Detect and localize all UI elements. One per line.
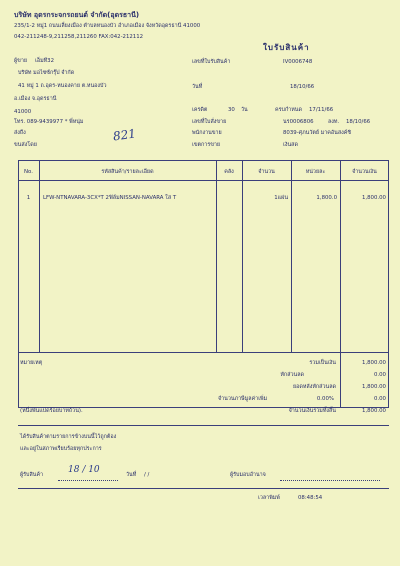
vendor-doc-date-label: ลงท. bbox=[328, 119, 340, 125]
row-unit-price: 1,800.0 bbox=[316, 195, 337, 201]
vendor-code-label: ผู้ขาย bbox=[14, 58, 28, 64]
ship-by-label: ขนส่งโดย bbox=[14, 142, 37, 148]
date-label: วันที่ bbox=[192, 84, 203, 90]
sales-area-label: เขตการขาย bbox=[192, 142, 221, 148]
col-header-unit-price: หน่วยละ bbox=[305, 169, 326, 175]
vendor-address-line2: อ.เมือง จ.อุดรธานี bbox=[14, 96, 57, 102]
row-no: 1 bbox=[26, 195, 31, 201]
print-time: 08:48:54 bbox=[298, 495, 323, 501]
col-header-no: No. bbox=[24, 169, 33, 175]
receiver-date-blank: / / bbox=[144, 472, 150, 478]
vat-label: จำนวนภาษีมูลค่าเพิ่ม bbox=[218, 396, 268, 402]
vendor-doc-date: 18/10/66 bbox=[346, 119, 371, 125]
remark-label: หมายเหตุ bbox=[20, 360, 43, 366]
col-header-amount: จำนวนเงิน bbox=[352, 169, 377, 175]
discount-label: หักส่วนลด bbox=[280, 372, 304, 378]
handwritten-date: 18 / 10 bbox=[68, 465, 100, 475]
table-body-bottom bbox=[18, 352, 389, 353]
company-address: 235/1-2 หมู่1 ถนนเลี่ยงเมือง ตำบลหนองบัว อำเภอเมือง จังหวัดอุดรธานี 41000 bbox=[14, 23, 201, 29]
date-value: 18/10/66 bbox=[290, 84, 315, 90]
row-quantity: 1แผ่น bbox=[274, 195, 288, 201]
col-header-warehouse: คลัง bbox=[224, 169, 234, 175]
footer-note-line1: ได้รับสินค้าตามรายการข้างบนนี้ไว้ถูกต้อง bbox=[20, 434, 117, 440]
handwritten-number: 821 bbox=[112, 126, 137, 144]
after-discount-label: ยอดหลังหักส่วนลด bbox=[292, 384, 336, 390]
after-discount-value: 1,800.00 bbox=[361, 384, 386, 390]
subtotal-label: รวมเป็นเงิน bbox=[309, 360, 336, 366]
vendor-code: เอ็มที32 bbox=[35, 58, 55, 64]
staff-value: 8039-ศุภนวัตย์ มาคอันสงค์ชิ bbox=[283, 130, 352, 136]
amount-in-words: (หนึ่งพันแปดร้อยบาทถ้วน). bbox=[20, 408, 83, 414]
vendor-doc-label: เลขที่ใบสั่งขาย bbox=[192, 119, 227, 125]
vat-value: 0.00 bbox=[373, 396, 386, 402]
sales-area-value: เงินสด bbox=[283, 142, 298, 148]
row-description: LFW-NTNAVARA-3CX*T 2ฟิล์มNISSAN-NAVARA ใส T bbox=[43, 195, 177, 201]
vendor-postcode: 41000 bbox=[14, 109, 32, 115]
credit-days: 30 bbox=[228, 107, 235, 113]
company-phone: 042-211248-9,211258,211260 FAX:042-212112 bbox=[14, 34, 144, 40]
credit-label: เครดิต bbox=[192, 107, 208, 113]
due-label: ครบกำหนด bbox=[275, 107, 302, 113]
approver-label: ผู้รับมอบอำนาจ bbox=[230, 472, 266, 478]
receipt-no: IV0006748 bbox=[283, 59, 313, 65]
subtotal-value: 1,800.00 bbox=[361, 360, 386, 366]
vendor-phone: โทร. 089-9439977 * พี่หนุ่ม bbox=[14, 119, 84, 125]
grand-total-value: 1,800.00 bbox=[361, 408, 386, 414]
vendor-doc: นร0006806 bbox=[283, 119, 314, 125]
vendor-address-line1: 41 หมู่ 1 ถ.อุดร-หนองคาย ต.หนองบัว bbox=[18, 83, 107, 89]
row-amount: 1,800.00 bbox=[361, 195, 386, 201]
grand-total-label: จำนวนเงินรวมทั้งสิ้น bbox=[288, 408, 336, 414]
document-title: ใบรับสินค้า bbox=[263, 43, 310, 52]
footer-divider bbox=[18, 425, 389, 426]
col-header-quantity: จำนวน bbox=[258, 169, 275, 175]
receiver-date-label: วันที่ bbox=[126, 472, 137, 478]
discount-value: 0.00 bbox=[373, 372, 386, 378]
due-date: 17/11/66 bbox=[309, 107, 334, 113]
deliver-to-label: ส่งถึง bbox=[14, 130, 26, 136]
company-name: บริษัท อุดรกระจกรถยนต์ จำกัด(อุดรธานี) bbox=[14, 11, 140, 19]
footer-note-line2: และอยู่ในสภาพเรียบร้อยทุกประการ bbox=[20, 446, 102, 452]
credit-unit: วัน bbox=[241, 107, 248, 113]
print-time-label: เวลาพิมพ์ bbox=[258, 495, 280, 501]
staff-label: พนักงานขาย bbox=[192, 130, 222, 136]
table-header-divider bbox=[18, 180, 389, 181]
receiver-label: ผู้รับสินค้า bbox=[20, 472, 44, 478]
footer-bottom-divider bbox=[18, 488, 389, 489]
vendor-name: บริษัท มอไซซ์กรุ๊ป จำกัด bbox=[18, 70, 75, 76]
vat-rate: 0.00% bbox=[316, 396, 334, 402]
col-header-description: รหัสสินค้า/รายละเอียด bbox=[101, 169, 154, 175]
receipt-no-label: เลขที่ใบรับสินค้า bbox=[192, 59, 231, 65]
